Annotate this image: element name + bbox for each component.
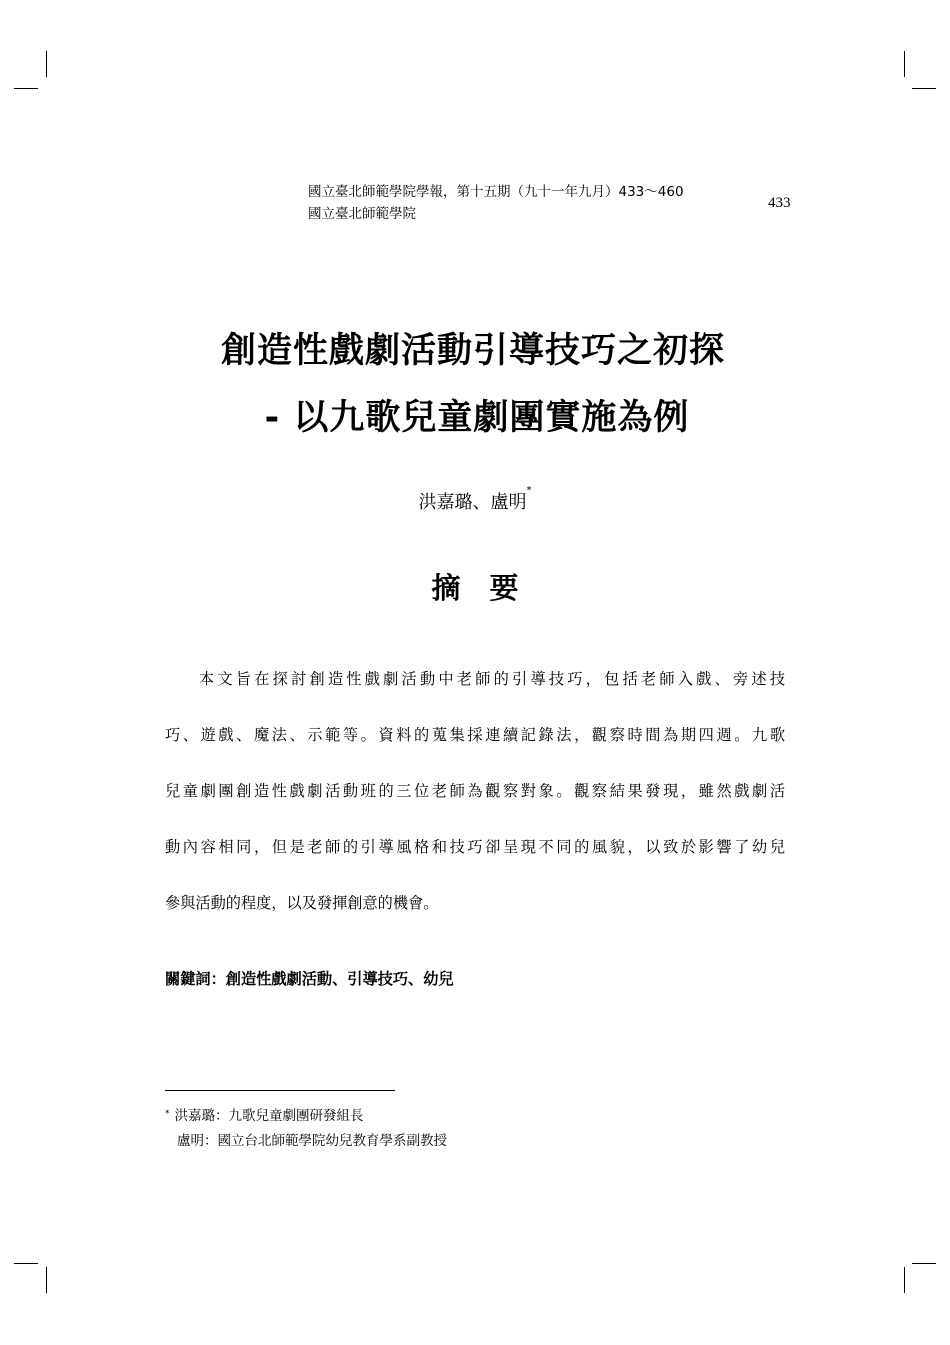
crop-mark-top-left-vertical <box>46 51 47 77</box>
journal-header <box>308 181 684 225</box>
author-footnote-mark: * <box>526 485 532 496</box>
paper-title: 創造性戲劇活動引導技巧之初探 <box>220 331 725 371</box>
crop-mark-bottom-left-horizontal <box>14 1263 38 1264</box>
footnote-mark: * <box>165 1109 170 1119</box>
crop-mark-bottom-right-vertical <box>904 1267 905 1293</box>
crop-mark-bottom-left-vertical <box>46 1267 47 1293</box>
footnote-text: 洪嘉璐：九歌兒童劇團研發組長 <box>174 1108 364 1124</box>
abstract-line: 兒童劇團創造性戲劇活動班的三位老師為觀察對象。觀察結果發現，雖然戲劇活 <box>165 782 785 800</box>
footnote-second-author: 盧明：國立台北師範學院幼兒教育學系副教授 <box>177 1133 447 1149</box>
author-names: 洪嘉璐、盧明 <box>418 492 527 513</box>
journal-institution: 國立臺北師範學院 <box>308 206 416 222</box>
crop-mark-top-left-horizontal <box>14 88 38 89</box>
abstract-heading: 摘 要 <box>431 571 519 605</box>
crop-mark-top-right-vertical <box>904 51 905 77</box>
crop-mark-bottom-right-horizontal <box>912 1263 936 1264</box>
page-number: 433 <box>768 195 791 211</box>
author-list <box>0 485 950 514</box>
paper-subtitle: - 以九歌兒童劇團實施為例 <box>264 398 690 438</box>
abstract-line: 參與活動的程度，以及發揮創意的機會。 <box>165 894 439 912</box>
abstract-body <box>165 651 785 931</box>
abstract-line: 巧、遊戲、魔法、示範等。資料的蒐集採連續記錄法，觀察時間為期四週。九歌 <box>165 726 785 744</box>
abstract-line: 本文旨在探討創造性戲劇活動中老師的引導技巧，包括老師入戲、旁述技 <box>199 670 785 688</box>
footnote-first-author <box>165 1104 447 1129</box>
footnotes <box>165 1104 447 1154</box>
keywords: 關鍵詞：創造性戲劇活動、引導技巧、幼兒 <box>165 970 454 988</box>
abstract-line: 動內容相同，但是老師的引導風格和技巧卻呈現不同的風貌，以致於影響了幼兒 <box>165 838 785 856</box>
crop-mark-top-right-horizontal <box>912 88 936 89</box>
footnote-divider <box>165 1090 395 1091</box>
journal-citation: 國立臺北師範學院學報，第十五期（九十一年九月）433～460 <box>308 184 684 200</box>
